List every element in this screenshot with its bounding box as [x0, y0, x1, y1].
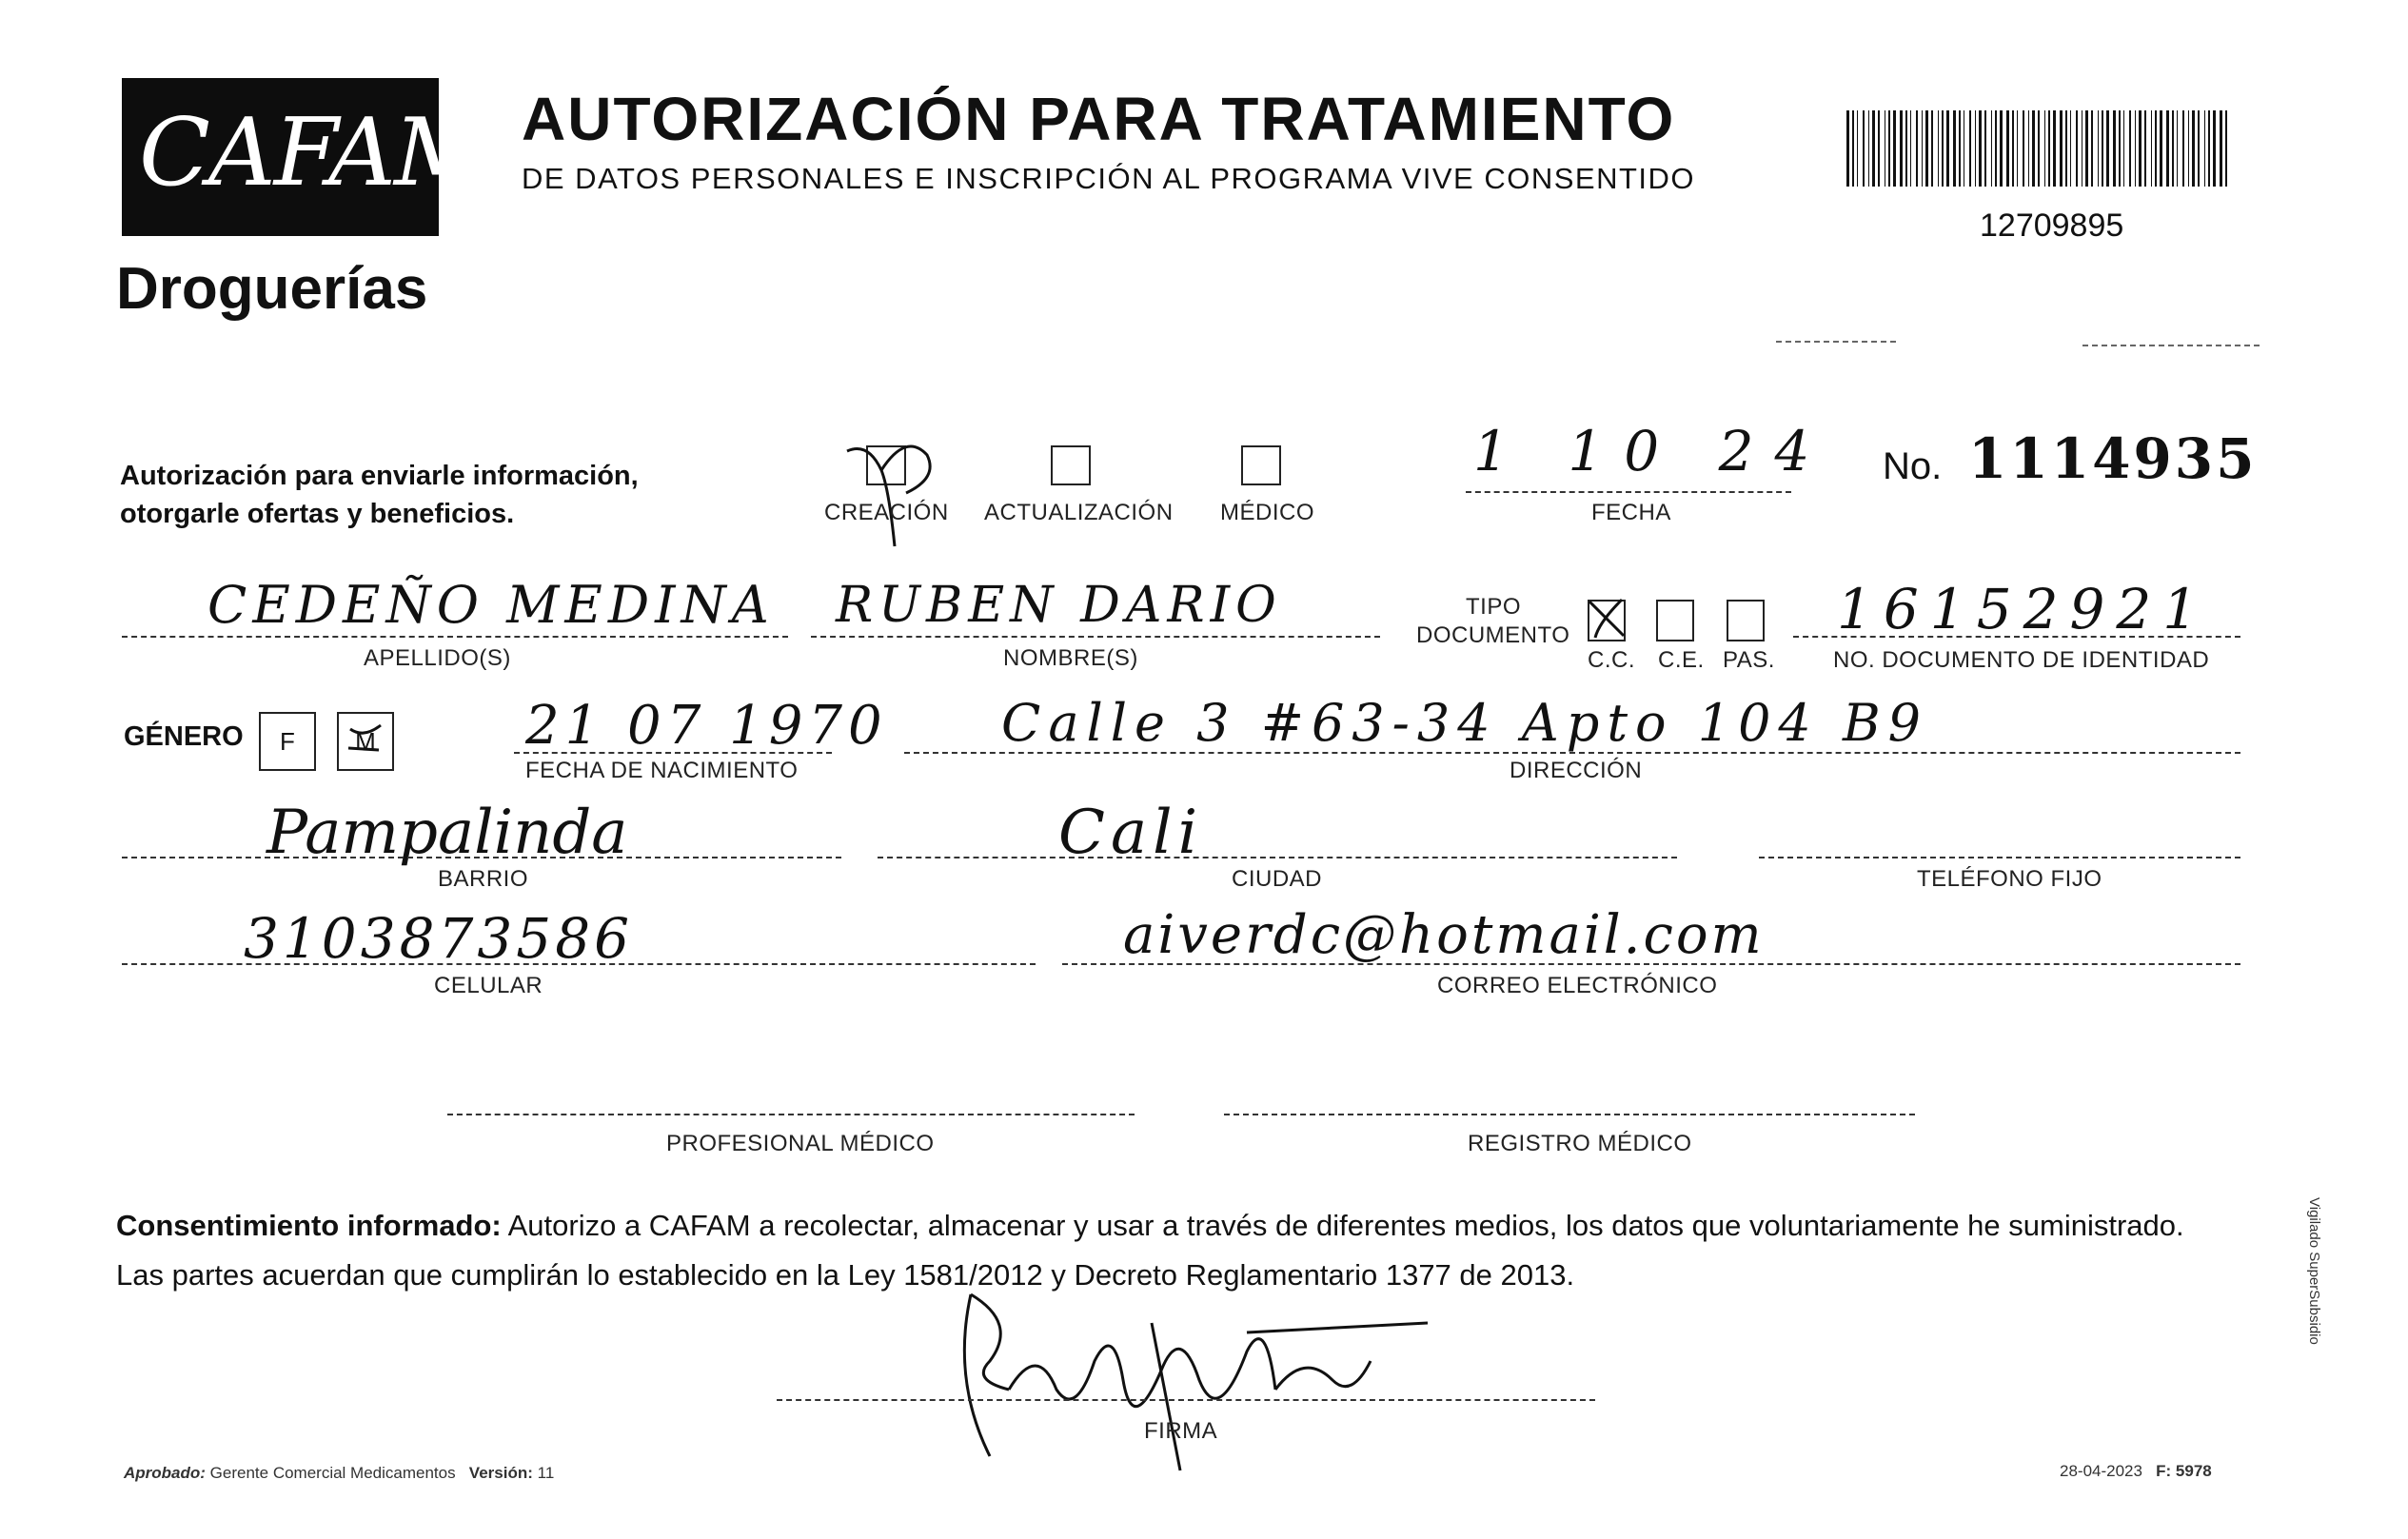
barcode-bar — [2028, 110, 2029, 187]
form-number-value: 1114935 — [1968, 426, 2258, 491]
side-text: Vigilado SuperSubsidio — [2306, 1197, 2322, 1345]
creacion-label: CREACIÓN — [824, 500, 949, 525]
pas-checkbox[interactable] — [1727, 600, 1765, 641]
celular-line — [122, 963, 1036, 965]
check-mark-icon — [839, 432, 944, 556]
correo-label: CORREO ELECTRÓNICO — [1437, 973, 1718, 998]
barcode-bar — [2098, 110, 2099, 187]
consent-text1: Autorizo a CAFAM a recolectar, almacenar y usar a través de diferentes medios, los datos que voluntariamente he suministrado. — [501, 1209, 2184, 1242]
barcode-bar — [2106, 110, 2109, 187]
authorization-label-line2: otorgarle ofertas y beneficios. — [120, 499, 515, 529]
barcode-bar — [2220, 110, 2222, 187]
barcode-bar — [2023, 110, 2024, 187]
ciudad-line — [878, 857, 1677, 858]
version-value: 11 — [537, 1464, 555, 1482]
ciudad-value[interactable]: Cali — [1058, 798, 1204, 868]
barcode-bar — [1979, 110, 1982, 187]
ce-checkbox[interactable] — [1656, 600, 1694, 641]
barcode-bar — [2060, 110, 2063, 187]
nombres-value[interactable]: RUBEN DARIO — [836, 577, 1282, 634]
nombres-line — [811, 636, 1380, 638]
barcode-bar — [2017, 110, 2018, 187]
genero-f-label: F — [280, 727, 295, 756]
check-mark-icon — [337, 712, 390, 767]
correo-value[interactable]: aiverdc@hotmail.com — [1123, 904, 1765, 966]
nacimiento-label: FECHA DE NACIMIENTO — [525, 758, 799, 783]
approval-info — [124, 1464, 554, 1483]
genero-f-checkbox[interactable] — [259, 712, 316, 771]
barcode-bar — [1953, 110, 1956, 187]
barcode-bar — [1857, 110, 1858, 187]
doc-number-line — [1793, 636, 2240, 638]
celular-value[interactable]: 3103873586 — [244, 906, 634, 971]
barcode-bar — [1946, 110, 1949, 187]
barcode-bar — [1846, 110, 1849, 187]
actualizacion-checkbox[interactable] — [1051, 445, 1091, 485]
consent-line1 — [116, 1201, 2248, 1251]
barcode-bar — [2198, 110, 2200, 187]
form-number-label: No. — [1883, 445, 1943, 487]
vigilado-side-text — [2301, 1197, 2330, 1407]
barcode-bar — [2102, 110, 2103, 187]
barrio-value[interactable]: Pampalinda — [266, 798, 628, 868]
pas-label: PAS. — [1723, 647, 1775, 673]
barcode-bar — [1995, 110, 1997, 187]
direccion-value[interactable]: Calle 3 #63-34 Apto 104 B9 — [1001, 693, 1928, 753]
barcode-bar — [2000, 110, 2003, 187]
barcode-bar — [1910, 110, 1911, 187]
tipo-doc-label-1: TIPO — [1466, 594, 1522, 620]
barcode-bar — [2160, 110, 2162, 187]
profesional-label: PROFESIONAL MÉDICO — [666, 1131, 935, 1156]
handwritten-signature — [933, 1285, 1428, 1475]
subbrand: Droguerías — [116, 256, 428, 322]
barcode-bar — [1984, 110, 1986, 187]
apellidos-label: APELLIDO(S) — [364, 645, 511, 671]
barcode-bar — [2182, 110, 2184, 187]
barcode-bar — [1931, 110, 1933, 187]
logo-text: CAFAM — [139, 99, 488, 207]
barcode-bar — [1863, 110, 1865, 187]
barcode-bar — [1991, 110, 1992, 187]
barcode-bar — [1975, 110, 1976, 187]
nacimiento-line — [514, 752, 832, 754]
tipo-doc-label-2: DOCUMENTO — [1416, 622, 1570, 648]
barcode-bar — [2044, 110, 2045, 187]
fecha-value[interactable]: 1 10 24 — [1473, 419, 1831, 483]
barcode-bar — [2070, 110, 2071, 187]
form-subtitle: DE DATOS PERSONALES E INSCRIPCIÓN AL PROGRAMA VIVE CONSENTIDO — [522, 162, 1696, 195]
barcode-bar — [1942, 110, 1944, 187]
form-date-code — [2060, 1462, 2212, 1481]
form-title: AUTORIZACIÓN PARA TRATAMIENTO — [522, 85, 1676, 153]
genero-label: GÉNERO — [124, 721, 244, 752]
barcode-bar — [1969, 110, 1971, 187]
barcode-bar — [2032, 110, 2035, 187]
actualizacion-label: ACTUALIZACIÓN — [984, 500, 1174, 525]
barcode-bar — [1868, 110, 1869, 187]
consent-title: Consentimiento informado: — [116, 1209, 502, 1242]
doc-number-value[interactable]: 16152921 — [1837, 577, 2210, 641]
registro-label: REGISTRO MÉDICO — [1468, 1131, 1692, 1156]
barcode-bar — [2091, 110, 2093, 187]
footer-date: 28-04-2023 — [2060, 1462, 2142, 1480]
barcode-bar — [2177, 110, 2178, 187]
barrio-line — [122, 857, 841, 858]
profesional-line — [447, 1114, 1135, 1115]
authorization-label-line1: Autorización para enviarle información, — [120, 461, 639, 491]
barcode-bar — [2139, 110, 2142, 187]
signature-label: FIRMA — [1144, 1418, 1218, 1444]
fecha-line — [1466, 491, 1791, 493]
fecha-label: FECHA — [1591, 500, 1671, 525]
barcode-bar — [1938, 110, 1939, 187]
divider — [1776, 341, 1896, 343]
medico-label: MÉDICO — [1220, 500, 1314, 525]
barcode-bar — [2204, 110, 2205, 187]
barcode-bar — [2166, 110, 2169, 187]
barcode-bar — [2155, 110, 2157, 187]
barcode-bar — [2119, 110, 2121, 187]
apellidos-line — [122, 636, 788, 638]
celular-label: CELULAR — [434, 973, 543, 998]
barcode-bar — [2123, 110, 2124, 187]
direccion-label: DIRECCIÓN — [1510, 758, 1643, 783]
direccion-line — [904, 752, 2240, 754]
medico-checkbox[interactable] — [1241, 445, 1281, 485]
barcode-bar — [2113, 110, 2116, 187]
ce-label: C.E. — [1658, 647, 1705, 673]
aprobado-label: Aprobado: — [124, 1464, 206, 1482]
barcode-bar — [2012, 110, 2014, 187]
barcode-number: 12709895 — [1980, 207, 2124, 244]
barcode — [1846, 110, 2229, 187]
doc-number-label: NO. DOCUMENTO DE IDENTIDAD — [1833, 647, 2210, 673]
barcode-bar — [2135, 110, 2136, 187]
aprobado-value: Gerente Comercial Medicamentos — [209, 1464, 456, 1482]
barcode-bar — [2208, 110, 2210, 187]
barcode-bar — [2188, 110, 2189, 187]
nombres-label: NOMBRE(S) — [1003, 645, 1138, 671]
barcode-bar — [2129, 110, 2131, 187]
barcode-bar — [1959, 110, 1961, 187]
barcode-bar — [2151, 110, 2152, 187]
telefono-label: TELÉFONO FIJO — [1917, 866, 2102, 892]
barcode-bar — [2038, 110, 2040, 187]
barcode-bar — [1888, 110, 1890, 187]
barrio-label: BARRIO — [438, 866, 529, 892]
barcode-bar — [2065, 110, 2067, 187]
nacimiento-value[interactable]: 21 07 1970 — [525, 695, 888, 757]
barcode-bar — [1905, 110, 1907, 187]
version-label: Versión: — [468, 1464, 533, 1482]
barcode-bar — [2048, 110, 2050, 187]
barcode-bar — [2192, 110, 2195, 187]
ciudad-label: CIUDAD — [1232, 866, 1323, 892]
check-mark-icon — [1580, 590, 1637, 647]
genero-m-label: M — [355, 727, 376, 756]
barcode-bar — [2076, 110, 2078, 187]
barcode-bar — [1878, 110, 1880, 187]
divider — [2082, 345, 2260, 346]
registro-line — [1224, 1114, 1915, 1115]
barcode-bar — [1893, 110, 1896, 187]
barcode-bar — [1900, 110, 1903, 187]
barcode-bar — [2213, 110, 2216, 187]
barcode-bar — [1916, 110, 1918, 187]
barcode-bar — [1872, 110, 1875, 187]
correo-line — [1062, 963, 2240, 965]
barcode-bar — [2006, 110, 2009, 187]
consent-text2: Las partes acuerdan que cumplirán lo establecido en la Ley 1581/2012 y Decreto Reglamentario 1377 de 2013. — [116, 1258, 1575, 1292]
barcode-bar — [1925, 110, 1928, 187]
barcode-bar — [2144, 110, 2146, 187]
telefono-line — [1759, 857, 2240, 858]
barcode-bar — [1922, 110, 1923, 187]
apellidos-value[interactable]: CEDEÑO MEDINA — [207, 575, 775, 635]
cc-label: C.C. — [1588, 647, 1635, 673]
barcode-bar — [2053, 110, 2056, 187]
barcode-bar — [2172, 110, 2174, 187]
barcode-bar — [2225, 110, 2227, 187]
form-code: F: 5978 — [2156, 1462, 2212, 1480]
barcode-bar — [1852, 110, 1854, 187]
barcode-bar — [2085, 110, 2088, 187]
authorization-label — [120, 457, 729, 533]
signature-line — [777, 1399, 1595, 1401]
